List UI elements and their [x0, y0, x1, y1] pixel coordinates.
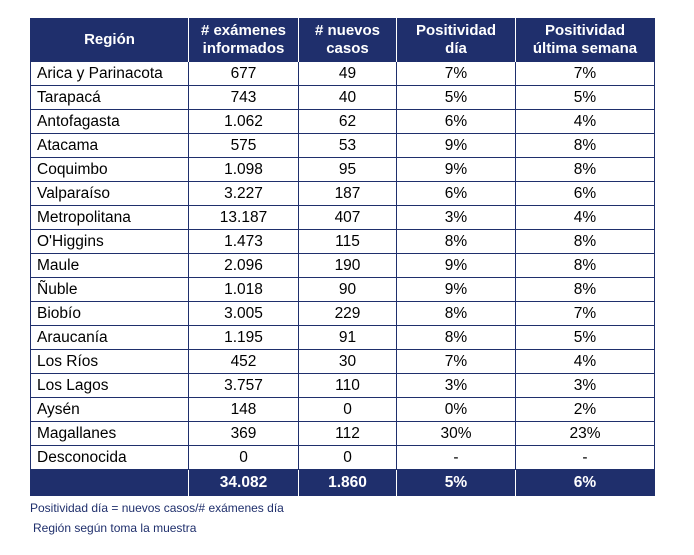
positivity-week-cell: 7% [516, 62, 655, 86]
positivity-day-cell: 7% [397, 62, 516, 86]
positivity-week-cell: 23% [516, 422, 655, 446]
positivity-week-cell: 3% [516, 374, 655, 398]
totals-new-cases: 1.860 [299, 470, 397, 497]
new-cases-cell: 49 [299, 62, 397, 86]
exams-cell: 1.062 [189, 110, 299, 134]
new-cases-cell: 90 [299, 278, 397, 302]
region-cell: Metropolitana [31, 206, 189, 230]
region-cell: Coquimbo [31, 158, 189, 182]
new-cases-cell: 115 [299, 230, 397, 254]
positivity-week-cell: 8% [516, 254, 655, 278]
positivity-week-cell: 4% [516, 110, 655, 134]
positivity-week-cell: 5% [516, 326, 655, 350]
region-cell: Magallanes [31, 422, 189, 446]
new-cases-cell: 0 [299, 446, 397, 470]
positivity-week-cell: 5% [516, 86, 655, 110]
table-row [31, 158, 655, 182]
exams-cell: 1.195 [189, 326, 299, 350]
positivity-day-cell: 5% [397, 86, 516, 110]
table-row [31, 86, 655, 110]
region-cell: Tarapacá [31, 86, 189, 110]
totals-positivity-week: 6% [516, 470, 655, 497]
exams-cell: 575 [189, 134, 299, 158]
exams-cell: 1.098 [189, 158, 299, 182]
new-cases-cell: 0 [299, 398, 397, 422]
exams-cell: 13.187 [189, 206, 299, 230]
table-row [31, 182, 655, 206]
table-body [31, 62, 655, 470]
table-row [31, 230, 655, 254]
positivity-week-cell: 4% [516, 206, 655, 230]
region-cell: Ñuble [31, 278, 189, 302]
table-footer [31, 470, 655, 497]
region-cell: Los Ríos [31, 350, 189, 374]
region-sampling-note: Región según toma la muestra [33, 521, 197, 535]
positivity-day-cell: 8% [397, 302, 516, 326]
table-header [31, 18, 655, 62]
new-cases-cell: 407 [299, 206, 397, 230]
new-cases-cell: 190 [299, 254, 397, 278]
new-cases-cell: 110 [299, 374, 397, 398]
positivity-week-cell: 2% [516, 398, 655, 422]
header-region: Región [31, 18, 189, 62]
table-row [31, 134, 655, 158]
table-row [31, 278, 655, 302]
positivity-day-cell: 7% [397, 350, 516, 374]
exams-cell: 1.473 [189, 230, 299, 254]
totals-exams: 34.082 [189, 470, 299, 497]
totals-row [31, 470, 655, 497]
exams-cell: 148 [189, 398, 299, 422]
table-row [31, 446, 655, 470]
positivity-day-cell: 3% [397, 206, 516, 230]
positivity-day-cell: - [397, 446, 516, 470]
region-cell: Los Lagos [31, 374, 189, 398]
exams-cell: 452 [189, 350, 299, 374]
region-cell: Antofagasta [31, 110, 189, 134]
new-cases-cell: 91 [299, 326, 397, 350]
table-row [31, 254, 655, 278]
exams-cell: 3.757 [189, 374, 299, 398]
positivity-day-cell: 9% [397, 134, 516, 158]
positivity-week-cell: 7% [516, 302, 655, 326]
table-row [31, 422, 655, 446]
region-cell: Maule [31, 254, 189, 278]
table-row [31, 326, 655, 350]
positivity-day-cell: 9% [397, 278, 516, 302]
table-row [31, 350, 655, 374]
header-new-cases: # nuevos casos [299, 18, 397, 62]
table-row [31, 398, 655, 422]
table-row [31, 62, 655, 86]
new-cases-cell: 30 [299, 350, 397, 374]
new-cases-cell: 187 [299, 182, 397, 206]
table-row [31, 374, 655, 398]
exams-cell: 2.096 [189, 254, 299, 278]
positivity-week-cell: 6% [516, 182, 655, 206]
positivity-definition-note: Positividad día = nuevos casos/# exámenes día [30, 501, 284, 515]
positivity-week-cell: - [516, 446, 655, 470]
new-cases-cell: 40 [299, 86, 397, 110]
positivity-week-cell: 8% [516, 278, 655, 302]
positivity-day-cell: 6% [397, 182, 516, 206]
positivity-day-cell: 9% [397, 158, 516, 182]
new-cases-cell: 53 [299, 134, 397, 158]
positivity-day-cell: 9% [397, 254, 516, 278]
exams-cell: 1.018 [189, 278, 299, 302]
new-cases-cell: 62 [299, 110, 397, 134]
exams-cell: 0 [189, 446, 299, 470]
region-cell: Desconocida [31, 446, 189, 470]
header-exams: # exámenes informados [189, 18, 299, 62]
region-cell: Biobío [31, 302, 189, 326]
region-cell: Atacama [31, 134, 189, 158]
table-row [31, 206, 655, 230]
exams-cell: 3.005 [189, 302, 299, 326]
region-cell: Arica y Parinacota [31, 62, 189, 86]
positivity-week-cell: 8% [516, 230, 655, 254]
totals-label [31, 470, 189, 497]
positivity-day-cell: 8% [397, 326, 516, 350]
covid-regional-table [30, 18, 655, 496]
exams-cell: 743 [189, 86, 299, 110]
positivity-week-cell: 8% [516, 158, 655, 182]
new-cases-cell: 95 [299, 158, 397, 182]
table-row [31, 302, 655, 326]
covid-regional-table-container [30, 18, 654, 496]
exams-cell: 677 [189, 62, 299, 86]
new-cases-cell: 229 [299, 302, 397, 326]
totals-positivity-day: 5% [397, 470, 516, 497]
positivity-day-cell: 30% [397, 422, 516, 446]
positivity-day-cell: 3% [397, 374, 516, 398]
header-positivity-day: Positividad día [397, 18, 516, 62]
region-cell: Aysén [31, 398, 189, 422]
new-cases-cell: 112 [299, 422, 397, 446]
table-row [31, 110, 655, 134]
positivity-week-cell: 8% [516, 134, 655, 158]
exams-cell: 3.227 [189, 182, 299, 206]
region-cell: Araucanía [31, 326, 189, 350]
region-cell: Valparaíso [31, 182, 189, 206]
region-cell: O'Higgins [31, 230, 189, 254]
positivity-day-cell: 8% [397, 230, 516, 254]
header-positivity-week: Positividad última semana [516, 18, 655, 62]
positivity-day-cell: 6% [397, 110, 516, 134]
exams-cell: 369 [189, 422, 299, 446]
positivity-day-cell: 0% [397, 398, 516, 422]
header-row [31, 18, 655, 62]
positivity-week-cell: 4% [516, 350, 655, 374]
